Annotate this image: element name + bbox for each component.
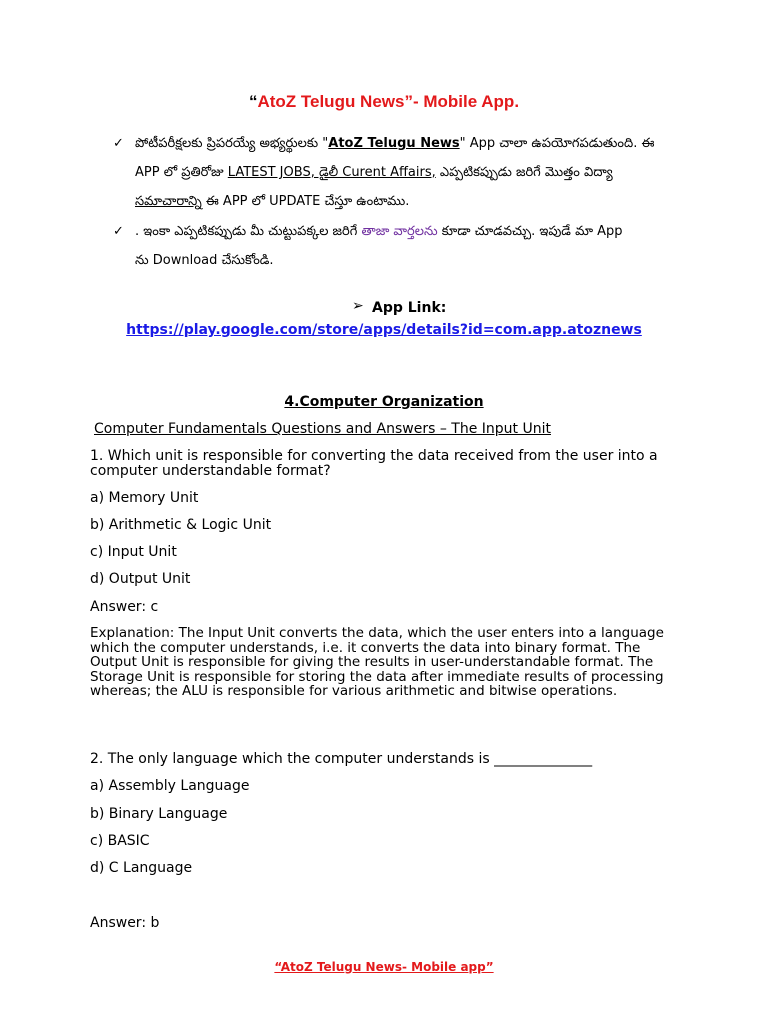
question-1: 1. Which unit is responsible for converting the data received from the user into a computer understandable format? <box>90 448 658 479</box>
bullet-1-line-1: పోటీపరీక్షలకు ప్రిపరయ్యే అభ్యర్థులకు "AtoZ Telugu News" App చాలా ఉపయోగపడుతుంది. ఈ <box>135 136 655 151</box>
bullet-2-line-1: . ఇంకా ఎప్పటికప్పుడు మీ చుట్టుపక్కల జరిగే తాజా వార్తలను కూడా చూడవచ్చు. ఇపుడే మా App <box>135 224 623 239</box>
check-icon: ✓ <box>113 224 124 239</box>
q1-explanation: Explanation: The Input Unit converts the data, which the user enters into a language which the computer understands, i.e. it converts the data into binary format. The Output Unit is responsible for giving the results in user-understandable format. The Storage Unit is responsible for storing the data after immediate results of processing whereas; the ALU is responsible for various arithmetic and bitwise operations. <box>90 625 664 699</box>
bullet-1-line-3: సమాచారాన్ని ఈ APP లో UPDATE చేస్తూ ఉంటాము. <box>135 194 410 209</box>
latest-jobs-text: LATEST JOBS, డైలీ Curent Affairs, <box>227 165 436 180</box>
question-2: 2. The only language which the computer understands is ______________ <box>90 751 593 767</box>
bullet-2-line-2: ను Download చేసుకోండి. <box>135 253 274 268</box>
title-app-name: AtoZ Telugu News <box>257 92 405 111</box>
q2-answer: Answer: b <box>90 915 160 931</box>
bullet-1-line-2: APP లో ప్రతిరోజు LATEST JOBS, డైలీ Curent Affairs, ఎప్పటికప్పుడు జరిగే మొత్తం విద్యా <box>135 165 613 180</box>
page-title <box>0 92 768 112</box>
title-open-quote: “ <box>248 92 258 111</box>
q2-option-c: c) BASIC <box>90 833 150 849</box>
q2-option-d: d) C Language <box>90 860 193 876</box>
fresh-news-text: తాజా వార్తలను <box>361 224 438 239</box>
q2-option-b: b) Binary Language <box>90 806 228 822</box>
app-link-url[interactable]: https://play.google.com/store/apps/details?id=com.app.atoznews <box>126 322 642 338</box>
bullet-2-text <box>135 217 675 275</box>
arrow-icon: ➢ <box>352 298 364 314</box>
q1-option-c: c) Input Unit <box>90 544 177 560</box>
app-link-label: App Link: <box>372 300 447 316</box>
title-suffix: ”- Mobile App. <box>404 92 520 111</box>
footer-app-promo: “AtoZ Telugu News- Mobile app” <box>274 960 494 974</box>
check-icon: ✓ <box>113 136 124 151</box>
app-name-link[interactable]: AtoZ Telugu News <box>328 136 460 151</box>
q1-option-a: a) Memory Unit <box>90 490 199 506</box>
q1-option-d: d) Output Unit <box>90 571 191 587</box>
bullet-1-text <box>135 129 675 216</box>
q1-option-b: b) Arithmetic & Logic Unit <box>90 517 272 533</box>
section-title: 4.Computer Organization <box>284 394 484 410</box>
q1-answer: Answer: c <box>90 599 159 615</box>
q2-option-a: a) Assembly Language <box>90 778 250 794</box>
subheading: Computer Fundamentals Questions and Answers – The Input Unit <box>94 421 551 437</box>
